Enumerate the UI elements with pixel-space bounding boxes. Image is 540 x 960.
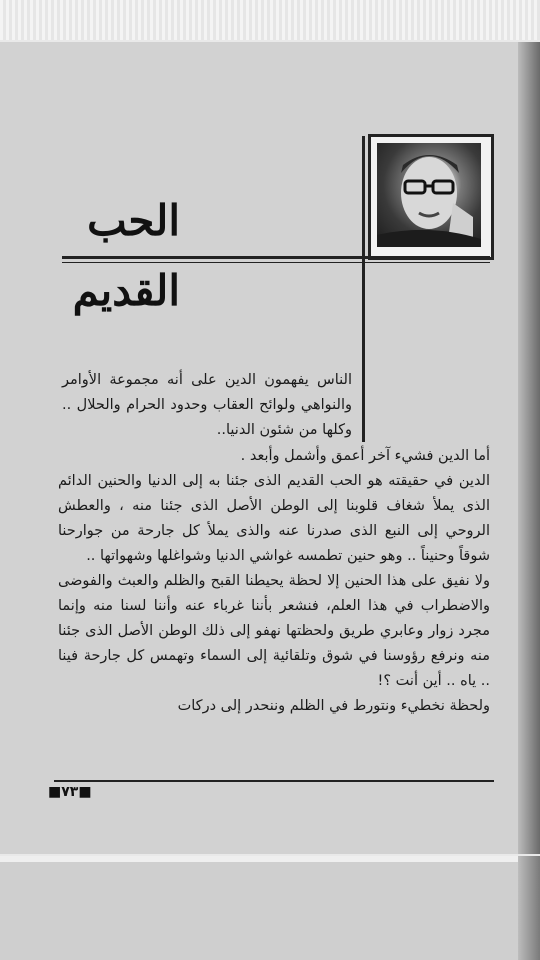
author-photo — [368, 134, 494, 260]
page-gutter-shadow — [518, 42, 540, 854]
paragraph: الدين في حقيقته هو الحب القديم الذى جئنا به إلى الدنيا والحنين الدائم الذى يملأ شغاف قلوبنا إلى الوطن الأصل الذى جئنا منه ، والعطش الروحي إلى النبع الذى صدرنا عنه والذى يملأ كل جارحة من جوارحنا شوقاً وحنيناً .. وهو حنين تطمسه غواشي الدنيا وشواغلها وشهواتها .. — [58, 473, 490, 564]
top-page-edge — [0, 0, 540, 40]
article-title-line-1: الحب — [87, 196, 180, 245]
paragraph: ولا نفيق على هذا الحنين إلا لحظة يحيطنا القبح والظلم والعبث والفوضى والاضطراب في هذا العلم، فنشعر بأننا غرباء عنه وأننا لسنا منه وإنما مجرد زوار وعابري طريق ولحظتها نهفو إلى ذلك الوطن الأصل الذى جئنا منه ونرفع رؤوسنا في شوق وتلقائية إلى السماء وتهمس كل جارحة فينا .. ياه .. أين أنت ؟! — [58, 573, 490, 689]
article-body — [58, 444, 490, 719]
page-number: ■٧٣■ — [48, 784, 92, 800]
next-page-edge — [0, 856, 540, 960]
footer-separator — [54, 780, 494, 782]
author-portrait-icon — [377, 143, 481, 247]
article-title-line-2: القديم — [72, 266, 180, 315]
paragraph: أما الدين فشيء آخر أعمق وأشمل وأبعد . — [240, 448, 490, 464]
paragraph: ولحظة نخطيء ونتورط في الظلم وننحدر إلى دركات — [177, 698, 490, 714]
frame-vertical-line — [362, 136, 365, 442]
frame-horizontal-line — [62, 256, 490, 259]
frame-horizontal-line-thin — [62, 262, 490, 263]
intro-paragraph: الناس يفهمون الدين على أنه مجموعة الأوامر والنواهي ولوائح العقاب وحدود الحرام والحلال .. وكلها من شئون الدنيا.. — [62, 372, 352, 438]
